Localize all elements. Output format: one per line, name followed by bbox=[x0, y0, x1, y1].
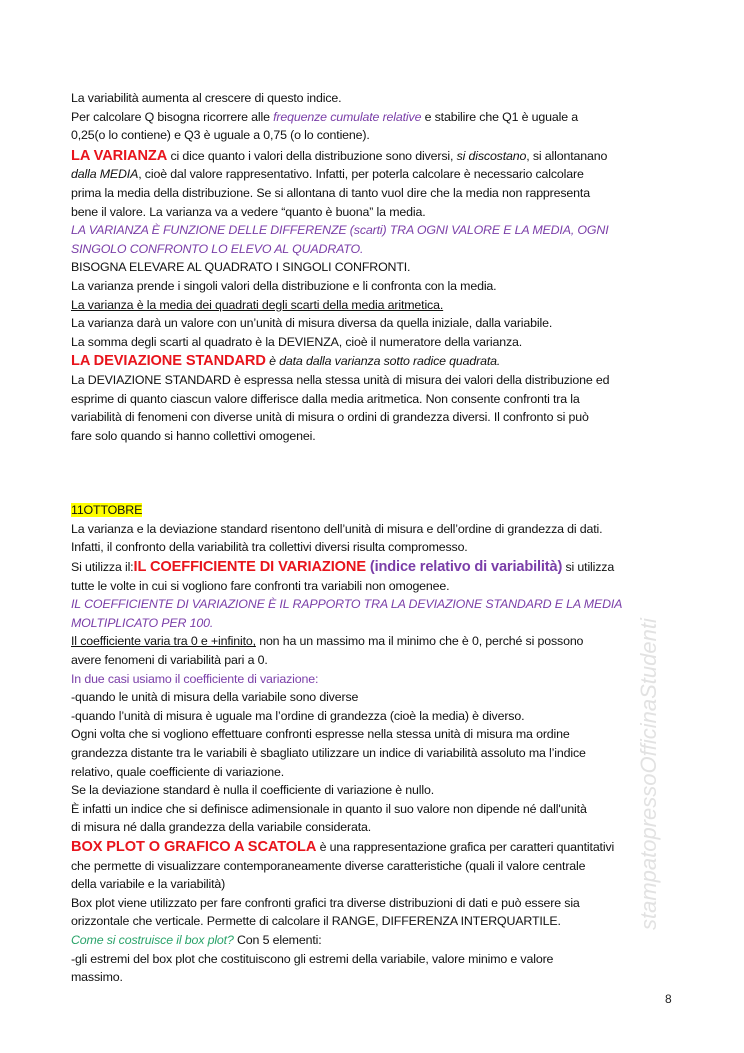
paragraph: di misura né dalla grandezza della variabile considerata. bbox=[71, 820, 372, 835]
definition-text: SINGOLO CONFRONTO LO ELEVO AL QUADRATO. bbox=[71, 241, 364, 256]
paragraph: della variabile e la variabilità) bbox=[71, 877, 226, 892]
definition-text: IL COEFFICIENTE DI VARIAZIONE È IL RAPPORTO TRA LA DEVIAZIONE STANDARD E LA MEDIA bbox=[71, 597, 623, 612]
paragraph: grandezza distante tra le variabili è sbagliato utilizzare un indice di variabilità assoluto ma l’indice bbox=[71, 746, 586, 760]
paragraph: orizzontale che verticale. Permette di calcolare il RANGE, DIFFERENZA INTERQUARTILE. bbox=[71, 914, 561, 929]
question-text: Come si costruisce il box plot? bbox=[71, 932, 234, 947]
page-content bbox=[71, 89, 681, 987]
text: Con 5 elementi: bbox=[233, 932, 322, 947]
paragraph: prima la media della distribuzione. Se si allontana di tanto vuol dire che la media non rappresenta bbox=[71, 185, 590, 200]
paragraph: massimo. bbox=[71, 970, 123, 985]
paragraph: relativo, quale coefficiente di variazione. bbox=[71, 764, 285, 779]
highlighted-date: 11OTTOBRE bbox=[71, 503, 143, 518]
paragraph bbox=[71, 352, 681, 371]
spacer bbox=[71, 445, 681, 501]
paragraph bbox=[71, 147, 681, 166]
paragraph: fare solo quando si hanno collettivi omogenei. bbox=[71, 428, 316, 443]
paragraph: Infatti, il confronto della variabilità tra collettivi diversi risulta compromesso. bbox=[71, 540, 468, 555]
paragraph bbox=[71, 632, 681, 651]
paragraph: bene il valore. La varianza va a vedere “quanto è buona” la media. bbox=[71, 204, 426, 219]
heading-box-plot: BOX PLOT O GRAFICO A SCATOLA bbox=[71, 838, 317, 855]
paragraph: Ogni volta che si vogliono effettuare confronti espresse nella stessa unità di misura ma ordine bbox=[71, 727, 570, 742]
text: , cioè dal valore rappresentativo. Infatti, per poterla calcolare è necessario calcolare bbox=[138, 167, 584, 182]
text: Per calcolare Q bisogna ricorrere alle bbox=[71, 109, 274, 124]
page-number: 8 bbox=[665, 992, 672, 1006]
paragraph: che permette di visualizzare contemporaneamente diverse caratteristiche (quali il valore centrale bbox=[71, 858, 586, 873]
paragraph: tutte le volte in cui si vogliono fare confronti tra variabili non omogenee. bbox=[71, 578, 450, 593]
heading-varianza: LA VARIANZA bbox=[71, 147, 168, 164]
date-heading bbox=[71, 501, 681, 520]
text: , si allontanano bbox=[526, 148, 608, 163]
paragraph: BISOGNA ELEVARE AL QUADRATO I SINGOLI CONFRONTI. bbox=[71, 260, 411, 275]
paragraph bbox=[71, 931, 681, 950]
paragraph bbox=[71, 108, 681, 127]
paragraph: avere fenomeni di variabilità pari a 0. bbox=[71, 653, 268, 668]
emphasis-text: frequenze cumulate relative bbox=[273, 109, 422, 124]
italic-text: è data dalla varianza sotto radice quadrata. bbox=[265, 354, 501, 369]
text: non ha un massimo ma il minimo che è 0, perché si possono bbox=[255, 634, 584, 649]
paragraph: La variabilità aumenta al crescere di questo indice. bbox=[71, 91, 342, 105]
paragraph: La varianza e la deviazione standard risentono dell’unità di misura e dell’ordine di grandezza di dati. bbox=[71, 521, 603, 536]
italic-text: si discostano bbox=[456, 148, 527, 163]
definition-text: MOLTIPLICATO PER 100. bbox=[71, 615, 214, 630]
definition-text: LA VARIANZA È FUNZIONE DELLE DIFFERENZE (scarti) TRA OGNI VALORE E LA MEDIA, OGNI bbox=[71, 223, 609, 238]
underlined-text: La varianza è la media dei quadrati degli scarti della media aritmetica. bbox=[71, 297, 444, 312]
paragraph: Se la deviazione standard è nulla il coefficiente di variazione è nullo. bbox=[71, 783, 434, 798]
paragraph: In due casi usiamo il coefficiente di variazione: bbox=[71, 671, 319, 686]
list-item: -quando l’unità di misura è uguale ma l’ordine di grandezza (cioè la media) è diverso. bbox=[71, 708, 525, 723]
paragraph: variabilità di fenomeni con diverse unità di misura o ordini di grandezza diversi. Il confronto si può bbox=[71, 410, 589, 425]
text: ci dice quanto i valori della distribuzione sono diversi, bbox=[167, 148, 457, 163]
text: è una rappresentazione grafica per caratteri quantitativi bbox=[316, 839, 615, 854]
paragraph bbox=[71, 838, 681, 857]
list-item: -gli estremi del box plot che costituiscono gli estremi della variabile, valore minimo e valore bbox=[71, 951, 554, 966]
paragraph: esprime di quanto ciascun valore differisce dalla media aritmetica. Non consente confronti tra la bbox=[71, 391, 580, 406]
text: e stabilire che Q1 è uguale a bbox=[421, 109, 578, 124]
heading-deviazione-standard: LA DEVIAZIONE STANDARD bbox=[71, 353, 266, 370]
paragraph: 0,25(o lo contiene) e Q3 è uguale a 0,75 (o lo contiene). bbox=[71, 128, 370, 143]
watermark: stampatopressoOfficinaStudenti bbox=[636, 618, 661, 930]
paragraph: La DEVIAZIONE STANDARD è espressa nella stessa unità di misura dei valori della distribuzione ed bbox=[71, 372, 610, 387]
text: si utilizza bbox=[562, 560, 615, 575]
list-item: -quando le unità di misura della variabile sono diverse bbox=[71, 690, 359, 705]
paragraph bbox=[71, 558, 681, 577]
subheading: (indice relativo di variabilità) bbox=[366, 559, 563, 576]
paragraph: Box plot viene utilizzato per fare confronti grafici tra diverse distribuzioni di dati e può essere sia bbox=[71, 895, 580, 910]
paragraph: È infatti un indice che si definisce adimensionale in quanto il suo valore non dipende né dall'unità bbox=[71, 801, 587, 816]
paragraph bbox=[71, 165, 681, 184]
text: Si utilizza il: bbox=[71, 560, 134, 575]
heading-coefficiente: IL COEFFICIENTE DI VARIAZIONE bbox=[133, 559, 366, 576]
paragraph bbox=[71, 296, 681, 315]
underlined-text: Il coefficiente varia tra 0 e +infinito, bbox=[71, 634, 256, 649]
paragraph: La somma degli scarti al quadrato è la DEVIENZA, cioè il numeratore della varianza. bbox=[71, 334, 523, 349]
italic-text: dalla MEDIA bbox=[71, 167, 139, 182]
paragraph: La varianza darà un valore con un’unità di misura diversa da quella iniziale, dalla variabile. bbox=[71, 316, 553, 331]
paragraph: La varianza prende i singoli valori della distribuzione e li confronta con la media. bbox=[71, 278, 497, 293]
